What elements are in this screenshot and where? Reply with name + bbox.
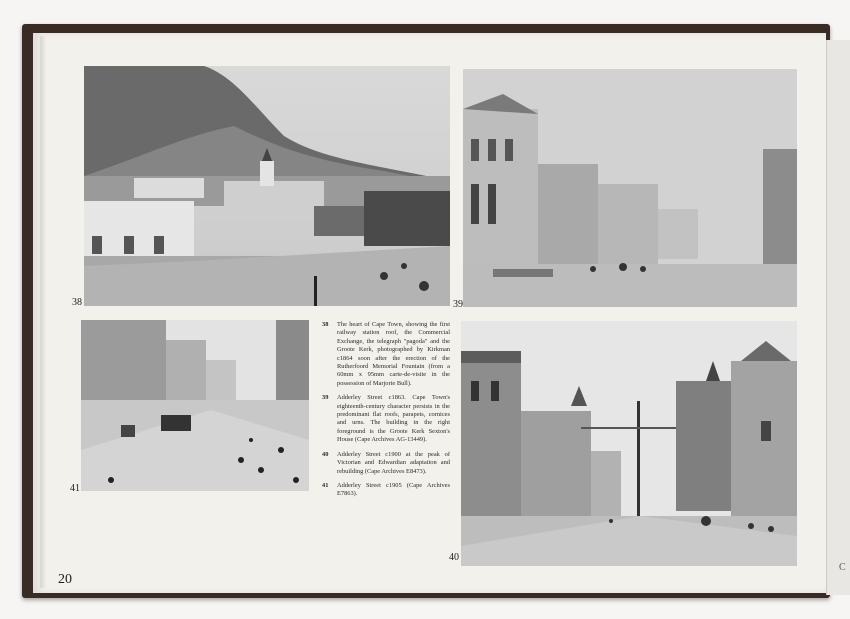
caption-38-text: The heart of Cape Town, showing the first railway station roof, the Commercial Exchange, the telegraph "pagoda" and the Groote Kerk, photographed by Kirkman c1864 soon after the erection of the Rutherfoord Memorial Fountain (from a 60mm x 95mm carte-de-visite in the possession of Marjorie Bull). xyxy=(337,321,450,387)
caption-39-number: 39 xyxy=(322,394,329,402)
caption-40-number: 40 xyxy=(322,450,329,458)
edge-glyph: C xyxy=(839,562,846,573)
next-page-edge xyxy=(826,40,850,595)
photo-40-label: 40 xyxy=(449,552,459,563)
caption-40-text: Adderley Street c1900 at the peak of Victorian and Edwardian adaptation and rebuilding (Cape Archives E8473). xyxy=(337,450,450,475)
photo-40 xyxy=(461,321,797,566)
photo-39-label: 39 xyxy=(453,299,463,310)
photo-41 xyxy=(81,320,309,491)
photo-39 xyxy=(463,69,797,307)
photo-41-label: 41 xyxy=(70,483,80,494)
caption-41 xyxy=(322,482,450,499)
page-number: 20 xyxy=(58,572,72,587)
caption-39 xyxy=(322,394,450,444)
caption-38-number: 38 xyxy=(322,321,329,328)
captions-block xyxy=(322,321,450,505)
page-stack-edge xyxy=(40,36,46,588)
caption-41-text: Adderley Street c1905 (Cape Archives E7863). xyxy=(337,481,450,498)
caption-40 xyxy=(322,451,450,476)
caption-41-number: 41 xyxy=(322,481,329,489)
photo-38 xyxy=(84,66,450,306)
photo-38-label: 38 xyxy=(72,297,82,308)
caption-38 xyxy=(322,321,450,388)
caption-39-text: Adderley Street c1863. Cape Town's eighteenth-century character persists in the predominant flat roofs, parapets, cornices and urns. The building in the right foreground is the Groote Kerk Sexton's House (Cape Archives AG-13449). xyxy=(337,394,450,444)
